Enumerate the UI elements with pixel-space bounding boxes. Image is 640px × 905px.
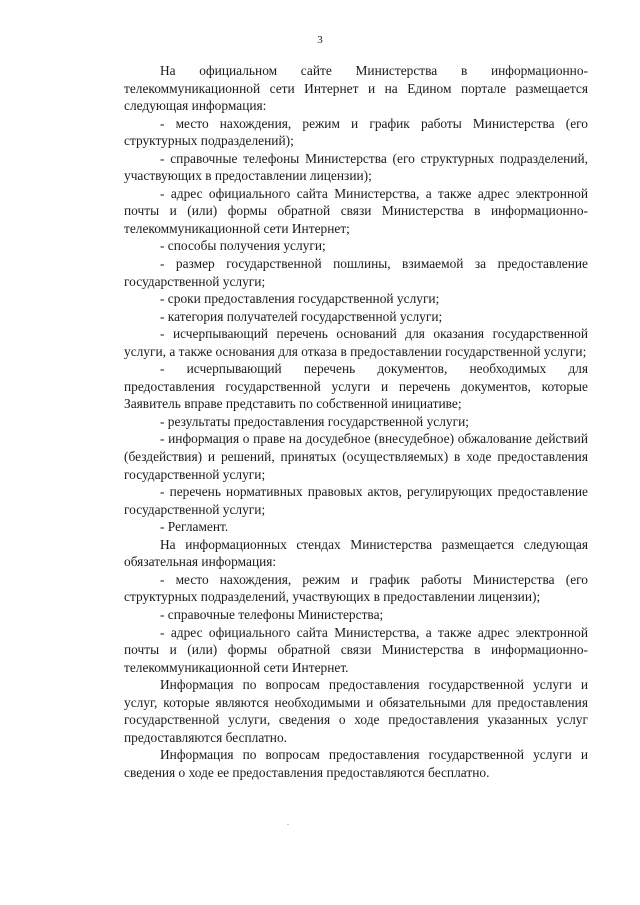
list-item: - адрес официального сайта Министерства, а также адрес электронной почты и (или) формы обратной связи Министерства в информационно-телекоммуникационной сети Интернет. xyxy=(124,624,588,675)
list-item: - адрес официального сайта Министерства, а также адрес электронной почты и (или) формы обратной связи Министерства в информационно-телекоммуникационной сети Интернет; xyxy=(124,185,588,236)
list-item: - Регламент. xyxy=(160,519,229,535)
list-item: - исчерпывающий перечень оснований для оказания государственной услуги, а также основания для отказа в предоставлении государственной услуги; xyxy=(124,326,588,359)
list-item: - информация о праве на досудебное (внесудебное) обжалование действий (бездействия) и решений, принятых (осуществляемых) в ходе предоставления государственной услуги; xyxy=(124,431,588,482)
list-item: - место нахождения, режим и график работы Министерства (его структурных подразделений); xyxy=(124,115,588,149)
list-item: - сроки предоставления государственной услуги; xyxy=(160,291,440,307)
list-item: - категория получателей государственной услуги; xyxy=(160,308,443,324)
list-item: - способы получения услуги; xyxy=(160,238,326,254)
page-number: 3 xyxy=(317,34,323,46)
paragraph: На информационных стендах Министерства размещается следующая обязательная информация: xyxy=(124,536,588,570)
paragraph: На официальном сайте Министерства в информационно-телекоммуникационной сети Интернет и на Едином портале размещается следующая информация: xyxy=(124,63,588,114)
list-item: - справочные телефоны Министерства; xyxy=(160,606,384,622)
list-item: - справочные телефоны Министерства (его структурных подразделений, участвующих в предоставлении лицензии); xyxy=(124,150,588,184)
paragraph: Информация по вопросам предоставления государственной услуги и сведения о ходе ее предоставления предоставляются бесплатно. xyxy=(124,747,588,780)
list-item: - перечень нормативных правовых актов, регулирующих предоставление государственной услуги; xyxy=(124,484,588,517)
list-item: - исчерпывающий перечень документов, необходимых для предоставления государственной услуги и перечень документов, которые Заявитель вправе представить по собственной инициативе; xyxy=(124,361,588,412)
scan-artifact xyxy=(287,824,289,825)
paragraph: Информация по вопросам предоставления государственной услуги и услуг, которые являются необходимыми и обязательными для предоставления государственной услуги, сведения о ходе предоставления указанных услуг предоставляются бесплатно. xyxy=(124,677,588,745)
list-item: - место нахождения, режим и график работы Министерства (его структурных подразделений, участвующих в предоставлении лицензии); xyxy=(124,571,588,605)
list-item: - результаты предоставления государственной услуги; xyxy=(160,413,469,429)
list-item: - размер государственной пошлины, взимаемой за предоставление государственной услуги; xyxy=(124,256,588,289)
document-body xyxy=(124,62,588,781)
